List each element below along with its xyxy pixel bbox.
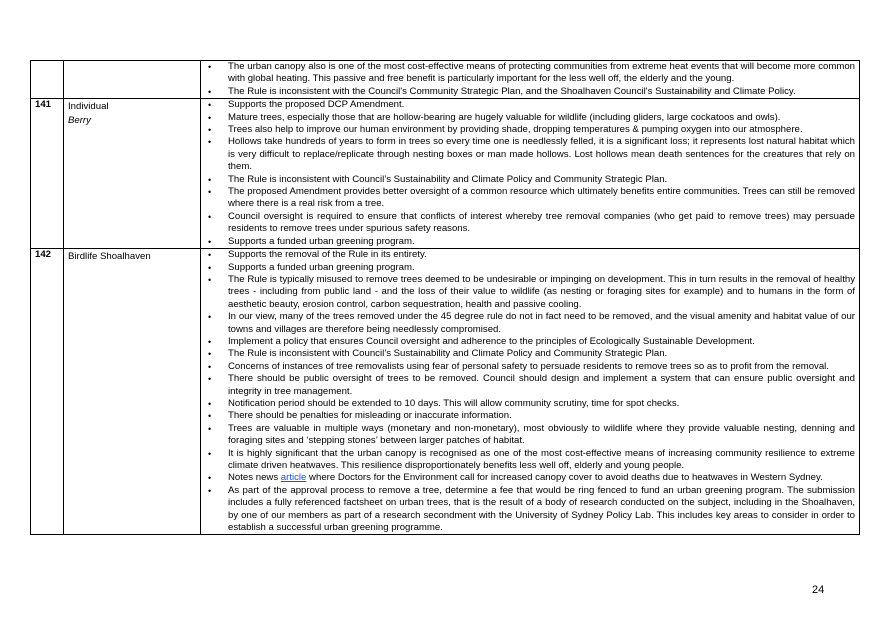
bullet-icon: •	[208, 211, 212, 222]
bullet-icon: •	[208, 312, 212, 323]
comment-item	[205, 485, 855, 535]
bullet-icon: •	[208, 374, 212, 385]
submitter-suburb: Berry	[68, 115, 91, 127]
comment-text: Mature trees, especially those that are hollow-bearing are hugely valuable for wildlife (including gliders, large cockatoos and owls).	[228, 111, 781, 123]
bullet-icon: •	[208, 137, 212, 148]
comments-list	[205, 99, 855, 248]
comment-text: The proposed Amendment provides better oversight of a common resource which ultimately benefits entire communities. Trees can still be removed where there is a real risk from a tree.	[228, 186, 855, 210]
submission-row	[31, 249, 860, 535]
bullet-icon: •	[208, 174, 212, 185]
comment-text: As part of the approval process to remove a tree, determine a fee that would be ring fenced to fund an urban greening program. The submission includes a fully referenced factsheet on urban trees, that is the result of a body of research conducted on the subject, including in the Shoalhaven, by one of our members as part of a research secondment with the University of Sydney Policy Lab. This includes key areas to consider in order to establish a successful urban greening programme.	[228, 484, 855, 534]
bullet-icon: •	[208, 473, 212, 484]
comment-text: Implement a policy that ensures Council oversight and adherence to the principles of Ecologically Sustainable Development.	[228, 335, 755, 347]
comments-list	[205, 61, 855, 98]
comment-item	[205, 236, 855, 248]
comment-text: The Rule is inconsistent with Council’s Sustainability and Climate Policy and Community Strategic Plan.	[228, 173, 668, 185]
bullet-icon: •	[208, 187, 212, 198]
comment-text: Supports a funded urban greening program.	[228, 235, 415, 247]
comment-text: Notes news	[228, 472, 281, 484]
comments-cell	[201, 61, 860, 99]
submitter-name	[68, 61, 196, 77]
comment-item	[205, 112, 855, 124]
comment-item	[205, 423, 855, 448]
comment-item	[205, 410, 855, 422]
comment-text: Notification period should be extended to 10 days. This will allow community scrutiny, time for spot checks.	[228, 397, 680, 409]
submission-row	[31, 61, 860, 99]
submission-row	[31, 99, 860, 249]
submitter-name: Birdlife Shoalhaven	[68, 251, 151, 263]
comment-text: Trees also help to improve our human environment by providing shade, dropping temperatures & pumping oxygen into our atmosphere.	[228, 124, 803, 136]
article-link[interactable]: article	[280, 472, 307, 484]
comment-text: The urban canopy also is one of the most cost-effective means of protecting communities from extreme heat events that will become more common with global heating. This passive and free benefit is particularly important for the less well off, the elderly and the young.	[228, 61, 855, 85]
comment-item	[205, 124, 855, 136]
comment-item	[205, 99, 855, 111]
page-number: 24	[812, 584, 825, 596]
comments-cell	[201, 249, 860, 535]
comment-item	[205, 361, 855, 373]
bullet-icon: •	[208, 485, 212, 496]
comments-cell	[201, 99, 860, 249]
comment-text: The Rule is inconsistent with the Council's Community Strategic Plan, and the Shoalhaven Council's Sustainability and Climate Policy.	[228, 85, 796, 97]
submissions-table-body	[31, 61, 860, 535]
bullet-icon: •	[208, 349, 212, 360]
comment-text: Supports a funded urban greening program.	[228, 261, 415, 273]
comment-text: There should be public oversight of trees to be removed. Council should design and implement a system that can ensure public oversight and integrity in tree management.	[228, 373, 855, 397]
comment-text: Supports the proposed DCP Amendment.	[228, 99, 405, 111]
bullet-icon: •	[208, 262, 212, 273]
bullet-icon: •	[208, 236, 212, 247]
bullet-icon: •	[208, 125, 212, 136]
comment-item	[205, 262, 855, 274]
comment-text: where Doctors for the Environment call for increased canopy cover to avoid deaths due to heatwaves in Western Sydney.	[306, 472, 823, 484]
comment-text: It is highly significant that the urban canopy is recognised as one of the most cost-effective means of increasing community resilience to extreme climate driven heatwaves. This resilience disproportionately benefits less well off, elderly and young people.	[228, 447, 855, 471]
comment-item	[205, 311, 855, 336]
bullet-icon: •	[208, 398, 212, 409]
comment-item	[205, 174, 855, 186]
comment-text: In our view, many of the trees removed under the 45 degree rule do not in fact need to be removed, and the visual amenity and habitat value of our towns and villages are therefore being needlessly compromised.	[228, 311, 855, 335]
bullet-icon: •	[208, 112, 212, 123]
comment-item	[205, 348, 855, 360]
comment-item	[205, 373, 855, 398]
comment-item	[205, 398, 855, 410]
comment-text: Council oversight is required to ensure that conflicts of interest whereby tree removal companies (who get paid to remove trees) may persuade residents to remove trees under spurious safety reasons.	[228, 210, 855, 235]
submission-number: 142	[31, 249, 64, 535]
comment-item	[205, 274, 855, 311]
comment-text: The Rule is typically misused to remove trees deemed to be undesirable or impinging on development. This in turn results in the removal of healthy trees - including from public land - and the loss of their value to wildlife (as nesting or foraging sites for example) and to humans in the form of aesthetic beauty, erosion control, carbon sequestration, health and passive cooling.	[228, 273, 855, 310]
comment-text: Trees are valuable in multiple ways (monetary and non-monetary), most obviously to wildlife where they provide valuable nesting, denning and foraging sites and ‘stepping stones’ between larger patches of habitat.	[228, 422, 855, 447]
bullet-icon: •	[208, 100, 212, 111]
submitter-cell	[64, 99, 201, 249]
comment-text: The Rule is inconsistent with Council’s Sustainability and Climate Policy and Community Strategic Plan.	[228, 348, 668, 360]
bullet-icon: •	[208, 361, 212, 372]
submission-number: 141	[31, 99, 64, 249]
comments-list	[205, 249, 855, 534]
comment-item	[205, 136, 855, 173]
bullet-icon: •	[208, 62, 212, 72]
bullet-icon: •	[208, 336, 212, 347]
comment-item	[205, 211, 855, 236]
submissions-table	[30, 60, 860, 535]
bullet-icon: •	[208, 86, 212, 97]
bullet-icon: •	[208, 250, 212, 261]
comment-item	[205, 472, 855, 484]
bullet-icon: •	[208, 423, 212, 434]
comment-text: Concerns of instances of tree removalists using fear of personal safety to persuade residents to remove trees so as to profit from the removal.	[228, 360, 829, 372]
comment-item	[205, 249, 855, 261]
bullet-icon: •	[208, 411, 212, 422]
comment-text: Hollows take hundreds of years to form in trees so every time one is needlessly felled, it is a significant loss; it represents lost natural habitat which is very difficult to replace/replicate through nesting boxes or man made hollows. Lost hollows mean death sentences for the creatures that rely on them.	[228, 136, 855, 173]
comment-item	[205, 186, 855, 211]
submitter-cell	[64, 249, 201, 535]
comment-item	[205, 336, 855, 348]
comment-text: Supports the removal of the Rule in its entirety.	[228, 249, 427, 261]
bullet-icon: •	[208, 448, 212, 459]
bullet-icon: •	[208, 274, 212, 285]
submitter-cell	[64, 61, 201, 99]
comment-item	[205, 86, 855, 98]
comment-item	[205, 448, 855, 473]
submitter-name: Individual	[68, 101, 109, 113]
comment-item	[205, 61, 855, 86]
comment-text: There should be penalties for misleading or inaccurate information.	[228, 410, 512, 422]
submission-number	[31, 61, 64, 99]
